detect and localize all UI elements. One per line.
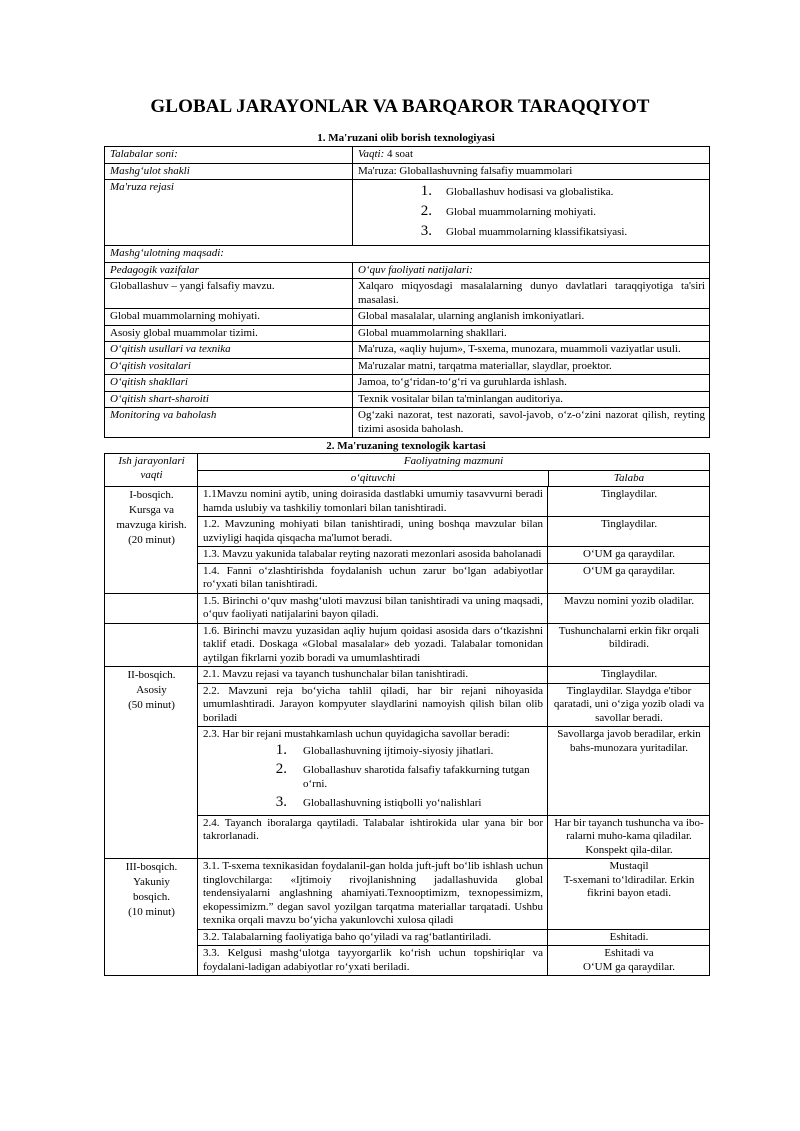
stage-text: bosqich. <box>133 891 170 903</box>
header-text: vaqti <box>140 468 163 481</box>
table-row <box>105 342 710 359</box>
monitoring-value: Og‘zaki nazorat, test nazorati, savol-javob, o‘z-o‘zini nazorat qilish, reyting tizimi asosida baholash. <box>353 408 710 438</box>
list-text: Globallashuvning istiqbolli yo‘nalishlari <box>303 796 482 809</box>
lecture-plan-list <box>358 182 705 242</box>
teacher-activity: 1.3. Mavzu yakunida talabalar reyting nazorati mezonlari asosida baholanadi <box>198 547 548 564</box>
lecture-technology-table <box>104 146 710 438</box>
activity-header-cell <box>198 454 710 487</box>
activity-subheader <box>198 470 709 487</box>
question-list <box>203 743 543 810</box>
student-activity: Tinglaydilar. Slaydga e'tibor qaratadi, uni o‘ziga yozib oladi va savollar beradi. <box>548 683 710 727</box>
list-number: 1. <box>420 183 432 199</box>
page-title: GLOBAL JARAYONLAR VA BARQAROR TARAQQIYOT <box>150 96 650 117</box>
table-row <box>105 147 710 164</box>
student-activity: Tinglaydilar. <box>548 667 710 684</box>
teacher-activity: 1.2. Mavzuning mohiyati bilan tanishtiradi, uning boshqa mavzular bilan uzviyligi haqida qisqacha ma'lumot beradi. <box>198 517 548 547</box>
lecture-topic: Ma'ruza: Globallashuvning falsafiy muammolari <box>353 163 710 180</box>
list-item <box>358 182 705 202</box>
section-1-caption: 1. Ma'ruzani olib borish texnologiyasi <box>317 132 495 144</box>
empty-stage-cell <box>105 623 198 667</box>
teacher-activity: 3.3. Kelgusi mashg‘ulotga tayyorgarlik ko‘rish uchun topshiriqlar va foydalani-ladigan adabiyotlar ro‘yxati beriladi. <box>198 946 548 976</box>
teacher-activity: 3.2. Talabalarning faoliyatiga baho qo‘yiladi va rag‘batlantiriladi. <box>198 929 548 946</box>
stage-text: (20 minut) <box>128 534 175 546</box>
student-activity: Savollarga javob beradilar, erkin bahs-munozara yuritadilar. <box>548 727 710 816</box>
lecture-plan-cell <box>353 180 710 246</box>
teacher-activity-cell <box>198 727 548 816</box>
lesson-form-label: Mashg‘ulot shakli <box>105 163 353 180</box>
student-header: Talaba <box>613 471 645 484</box>
list-item <box>203 743 543 758</box>
teacher-activity: 3.1. T-sxema texnikasidan foydalanil-gan holda juft-juft bo‘lib ishlash uchun tinglovchilarga: «Ijtimoiy rivojlanishning jadallashuvida global tendensiyalarni anglashning ahamiyati.Texnooptimizm, texnopessimizm, ekopessimizm.” degan savol yozilgan tarqatma materiallar tarqatadi. Ushbu texnika orqali mavzu bo‘yicha yakunlovchi xulosa qiladi <box>198 859 548 930</box>
activity-header: Faoliyatning mazmuni <box>403 455 504 467</box>
teacher-activity: 1.4. Fanni o‘zlashtirishda foydalanish uchun zarur bo‘lgan adabiyotlar ro‘yxati bilan tanishtiradi. <box>198 563 548 593</box>
methods-value: Ma'ruza, «aqliy hujum», T-sxema, munozara, muammoli vaziyatlar usuli. <box>353 342 710 359</box>
table-row <box>105 391 710 408</box>
student-activity: O‘UM ga qaraydilar. <box>548 547 710 564</box>
student-activity: O‘UM ga qaraydilar. <box>548 563 710 593</box>
list-text: Global muammolarning klassifikatsiyasi. <box>446 226 628 238</box>
forms-value: Jamoa, to‘g‘ridan-to‘g‘ri va guruhlarda ishlash. <box>353 375 710 392</box>
list-number: 3. <box>420 223 432 239</box>
list-number: 3. <box>275 793 287 810</box>
table-row <box>105 279 710 309</box>
time-cell <box>353 147 710 164</box>
stage-text: (50 minut) <box>128 699 175 711</box>
empty-stage-cell <box>105 593 198 623</box>
monitoring-label: Monitoring va baholash <box>105 408 353 438</box>
student-activity: Tinglaydilar. <box>548 487 710 517</box>
methods-label: O‘qitish usullari va texnika <box>105 342 353 359</box>
stage-text: Asosiy <box>136 684 167 696</box>
table-row <box>105 667 710 684</box>
list-item <box>203 795 543 810</box>
table-row <box>105 325 710 342</box>
outcome-cell: Global masalalar, ularning anglanish imkoniyatlari. <box>353 309 710 326</box>
teacher-activity: 2.1. Mavzu rejasi va tayanch tushunchalar bilan tanishtiradi. <box>198 667 548 684</box>
outcome-cell: Xalqaro miqyosdagi masalalarning dunyo davlatlari taraqqiyotiga ta'siri masalasi. <box>353 279 710 309</box>
student-activity: Eshitadi va <box>604 947 654 959</box>
teacher-header: o‘qituvchi <box>198 471 549 487</box>
table-row <box>105 358 710 375</box>
table-row <box>105 623 710 667</box>
table-row <box>105 262 710 279</box>
teacher-activity: 2.4. Tayanch iboralarga qaytiladi. Talabalar ishtirokida ular yana bir bor takrorlanadi. <box>198 815 548 859</box>
tools-value: Ma'ruzalar matni, tarqatma materiallar, slaydlar, proektor. <box>353 358 710 375</box>
student-activity: T-sxemani to‘ldiradilar. Erkin fikrini bayon etadi. <box>563 873 695 899</box>
table-row <box>105 246 710 263</box>
student-activity: O‘UM ga qaraydilar. <box>583 960 675 973</box>
list-number: 2. <box>275 760 287 777</box>
stage-text: II-bosqich. <box>127 669 176 681</box>
lecture-tech-map-table <box>104 453 710 976</box>
list-number: 2. <box>420 203 432 219</box>
header-text: Ish jarayonlari <box>118 455 185 467</box>
section-2-caption: 2. Ma'ruzaning texnologik kartasi <box>326 440 486 452</box>
student-activity: Mavzu nomini yozib oladilar. <box>548 593 710 623</box>
table-row <box>105 593 710 623</box>
table-row <box>105 375 710 392</box>
table-row <box>105 309 710 326</box>
list-item <box>203 762 543 791</box>
table-header-row <box>105 454 710 487</box>
task-cell: Asosiy global muammolar tizimi. <box>105 325 353 342</box>
list-text: Globallashuv sharotida falsafiy tafakkurning tutgan o‘rni. <box>303 763 530 790</box>
student-activity: Tushunchalarni erkin fikr orqali bildiradi. <box>548 623 710 667</box>
student-activity: Mustaqil <box>609 860 649 872</box>
conditions-label: O‘qitish shart-sharoiti <box>105 391 353 408</box>
tools-label: O‘qitish vositalari <box>105 358 353 375</box>
teacher-activity: 1.1Mavzu nomini aytib, uning doirasida dastlabki umumiy tasavvurni beradi hamda uslubiy va tashkiliy tomonlari bilan tanishtiradi. <box>198 487 548 517</box>
lecture-plan-label: Ma'ruza rejasi <box>105 180 353 246</box>
stage-time-header <box>105 454 198 487</box>
student-activity: Eshitadi. <box>548 929 710 946</box>
conditions-value: Texnik vositalar bilan ta'minlangan auditoriya. <box>353 391 710 408</box>
task-cell: Globallashuv – yangi falsafiy mavzu. <box>105 279 353 309</box>
stage-2-cell <box>105 667 198 859</box>
student-activity-cell <box>548 946 710 976</box>
list-item <box>358 202 705 222</box>
stage-text: mavzuga kirish. <box>116 519 187 531</box>
teacher-activity: 2.3. Har bir rejani mustahkamlash uchun quyidagicha savollar beradi: <box>203 728 510 740</box>
list-text: Globallashuv hodisasi va globalistika. <box>446 186 614 198</box>
student-activity: Tinglaydilar. <box>548 517 710 547</box>
stage-1-cell <box>105 487 198 594</box>
teacher-activity: 1.5. Birinchi o‘quv mashg‘uloti mavzusi bilan tanishtiradi va uning maqsadi, o‘quv faoliyati natijalarini bayon qiladi. <box>198 593 548 623</box>
list-item <box>358 222 705 242</box>
stage-text: III-bosqich. <box>125 861 178 873</box>
stage-3-cell <box>105 859 198 976</box>
table-row <box>105 408 710 438</box>
outcome-cell: Global muammolarning shakllari. <box>353 325 710 342</box>
table-row <box>105 163 710 180</box>
forms-label: O‘qitish shakllari <box>105 375 353 392</box>
teacher-activity: 1.6. Birinchi mavzu yuzasidan aqliy hujum qoidasi asosida dars o‘tkazishni taklif etadi. Doskaga «Global masalalar» deb yozadi. Talabalar tomonidan aytilgan fikrlarni yozib boradi va umumlashtiradi <box>198 623 548 667</box>
time-value: 4 soat <box>384 148 414 160</box>
stage-text: Kursga va <box>129 504 174 516</box>
students-count-label: Talabalar soni: <box>105 147 353 164</box>
list-text: Global muammolarning mohiyati. <box>446 206 597 218</box>
teacher-activity: 2.2. Mavzuni reja bo‘yicha tahlil qiladi, har bir rejani nihoyasida umumlashtiradi. Jarayon kompyuter slaydlarini namoyish qilish bilan olib boriladi <box>198 683 548 727</box>
list-number: 1. <box>275 741 287 758</box>
student-activity-cell <box>548 859 710 930</box>
stage-text: I-bosqich. <box>129 489 174 501</box>
time-label: Vaqti: <box>358 148 385 160</box>
stage-text: Yakuniy <box>133 876 170 888</box>
table-row <box>105 859 710 930</box>
table-row <box>105 180 710 246</box>
lesson-goal-label: Mashg‘ulotning maqsadi: <box>105 246 710 263</box>
learning-outcomes-header: O‘quv faoliyati natijalari: <box>353 262 710 279</box>
table-row <box>105 487 710 517</box>
stage-text: (10 minut) <box>128 906 175 918</box>
pedagogic-tasks-header: Pedagogik vazifalar <box>105 262 353 279</box>
student-activity: Har bir tayanch tushuncha va ibo-ralarni muho-kama qiladilar. Konspekt qila-dilar. <box>548 815 710 859</box>
list-text: Globallashuvning ijtimoiy-siyosiy jihatlari. <box>303 744 494 757</box>
task-cell: Global muammolarning mohiyati. <box>105 309 353 326</box>
